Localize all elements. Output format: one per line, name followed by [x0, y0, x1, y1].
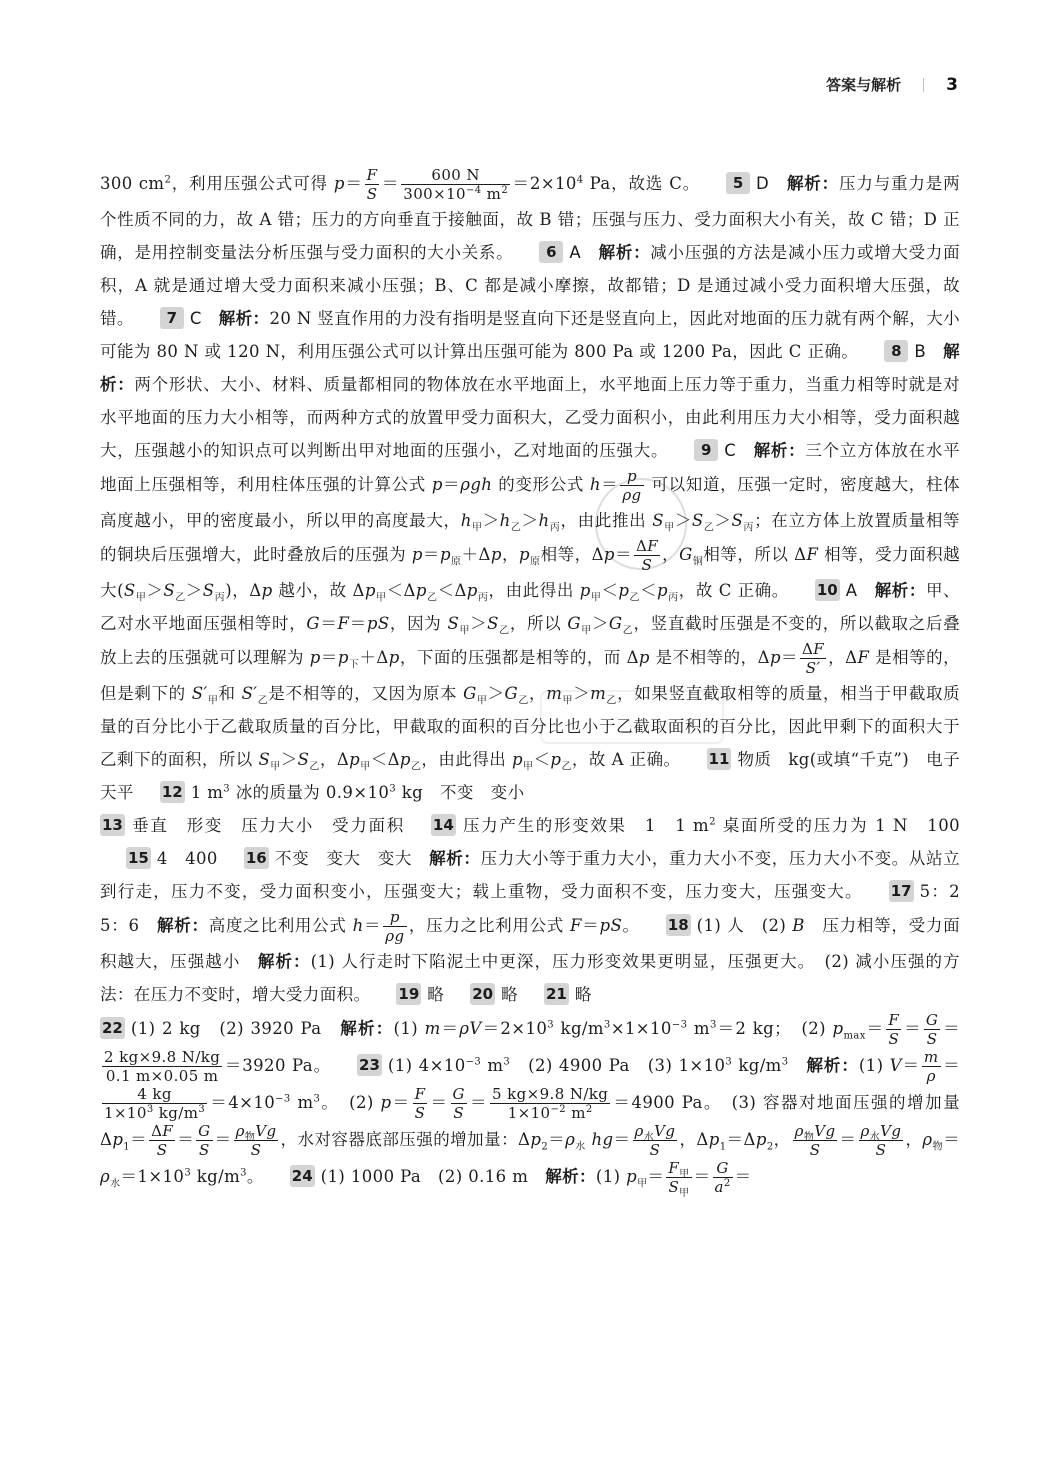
- analysis-label: 解析：: [340, 1019, 394, 1038]
- analysis-label: 解析：: [598, 243, 651, 262]
- question-number: 7: [160, 307, 184, 329]
- answer-choice: D: [756, 174, 770, 193]
- answer-text: 压力产生的形变效果: [461, 816, 627, 835]
- question-number: 6: [539, 241, 563, 263]
- answer-content: [100, 166, 977, 1199]
- answer-text: 略: [501, 985, 518, 1004]
- question-number: 9: [694, 439, 718, 461]
- answer-choice: B: [914, 342, 927, 361]
- answer-choice: C: [724, 441, 737, 460]
- analysis-label: 解析：: [257, 952, 311, 971]
- answer-text: 略: [427, 985, 445, 1004]
- answer-text: 不变 变大 变大: [274, 849, 413, 868]
- answer-text: 5：2 5：6: [100, 882, 977, 935]
- question-number: 12: [161, 783, 183, 801]
- question-number: 21: [545, 985, 567, 1003]
- answer-choice: A: [845, 581, 858, 600]
- question-number: 14: [432, 816, 454, 834]
- question-number: 24: [291, 1167, 313, 1185]
- answer-choice: C: [189, 309, 202, 328]
- question-number: 15: [128, 849, 149, 867]
- question-number: 11: [708, 750, 730, 768]
- answer-text: 4 400: [156, 849, 218, 868]
- analysis-label: 解析：: [545, 1167, 596, 1186]
- question-number: 13: [102, 816, 123, 834]
- analysis-label: 解析：: [218, 309, 270, 328]
- answer-paragraph: 300 $cm^2$，利用压强公式可得 p＝ $\frac{F}{S}$ ＝ $\frac{600 N}{300\times 10^{-4} m^2}$ $=2\times 10^4$ Pa，故选 C。 5 D 解析：压力与重力是两个性质不同的力，故 A 错；压力的方向垂直于接触面，故 B 错；压强与压力、受力面积大小有关，故 C 错；D 正确，是用控制变量法分析压强与受力面积的大小关系。 6 A 解析：减小压强的方法是减小压力或增大受力面积，A 就是通过增大受力面积来减小压强；B、C 都是减小摩擦，故都错；D 是通过减小受力面积增大压强，故错。 7 C 解析：20 N 竖直作用的力没有指明是竖直向下还是竖直向上，因此对地面的压力就有两个解，大小可能为 80 N 或 120 N，利用压强公式可以计算出压强可能为 800 Pa 或 1200 Pa，因此 C 正确。 8 B 解析：两个形状、大小、材料、质量都相同的物体放在水平地面上，水平地面上压力等于重力，当重力相等时就是对水平地面的压力大小相等，而两种方式的放置甲受力面积大，乙受力面积小，由此利用压力大小相等，受力面积越大，压强越小的知识点可以判断出甲对地面的压强小，乙对地面的压强大。 9 C 解析：三个立方体放在水平地面上压强相等，利用柱体压强的计算公式 p＝ρgh 的变形公式 h＝ $\frac{p}{\rho g}$ 可以知道，压强一定时，密度越大，柱体高度越小，甲的密度最小，所以甲的高度最大，$h_甲>h_乙>h_丙$，由此推出 $S_甲>S_乙>S_丙$；在立方体上放置质量相等的铜块后压强增大，此时叠放后的压强为 $p=p_原+\Delta p$，$p_原$相等，Δp＝ $\frac{\Delta F}{S}$ ，$G_铜$相等，所以 ΔF 相等，受力面积越大$(S_甲>S_乙>S_丙)$，Δp 越小，故 $\Delta p_甲<\Delta p_乙<\Delta p_丙$，由此得出 $p_甲<p_乙<p_丙$，故 C 正确。 10 A 解析：甲、乙对水平地面压强相等时，G＝F＝pS，因为 $S_甲>S_乙$，所以 $G_甲>G_乙$，竖直截时压强是不变的，所以截取之后叠放上去的压强就可以理解为 $p=p_下+\Delta p$，下面的压强都是相等的，而 Δp 是不相等的，Δp＝ $\frac{\Delta F}{S'}$ ，ΔF 是相等的，但是剩下的 $S'_甲$和 $S'_乙$是不相等的，又因为原本 $G_甲>G_乙$，$m_甲>m_乙$，如果竖直截取相等的质量，相当于甲截取质量的百分比小于乙截取质量的百分比，甲截取的面积的百分比也小于乙截取面积的百分比，因此甲剩下的面积大于乙剩下的面积，所以 $S_甲>S_乙$，$\Delta p_甲<\Delta p_乙$，由此得出 $p_甲<p_乙$，故 A 正确。 11 物质 kg(或填“千克”) 电子天平 12 1 $m^3$ 冰的质量为 $0.9\times 10^3$ kg 不变 变小 13 垂直 形变 压力大小 受力面积 14 压力产生的形变效果 1 1 $m^2$ 桌面所受的压力为 1 N 10015 4 400 16 不变 变大 变大 解析：压力大小等于重力大小，重力大小不变，压力大小不变。从站立到行走，压力不变，受力面积变小，压强变大；载上重物，受力面积不变，压力变大，压强变大。 17 5：2 5：6 解析：高度之比利用公式 h＝ $\frac{p}{\rho g}$ ，压力之比利用公式 F＝pS。 18 (1) 人 (2) B 压力相等，受力面积越大，压强越小 解析：(1) 人行走时下陷泥土中更深，压力形变效果更明显，压强更大。 (2) 减小压强的方法：在压力不变时，增大受力面积。 19 略 20 略 21 略 22 (1) 2 kg (2) 3920 Pa 解析：(1) $m=\rho V=2\times 10^3$ $kg/m^3\times 1\times 10^{-3}$ $m^3=2$ kg； (2) $p_{max}=$ $\frac{F}{S}$ ＝ $\frac{G}{S}$ ＝ $\frac{2 kg\times 9.8 N/kg}{0.1 m\times 0.05 m}$ ＝3920 Pa。 23 (1) $4\times 10^{-3}$ $m^3$ (2) 4900 Pa (3) $1\times 10^3$ $kg/m^3$ 解析：(1) V＝ $\frac{m}{\rho}$ ＝ $\frac{4 kg}{1\times 10^3 kg/m^3}$ $=4\times 10^{-3}$ $m^3$。 (2) p＝ $\frac{F}{S}$ ＝ $\frac{G}{S}$ ＝ $\frac{5 kg\times 9.8 N/kg}{1\times 10^{-2} m^2}$ ＝4900 Pa。 (3) 容器对地面压强的增加量 $\Delta p_1=$ $\frac{\Delta F}{S}$ ＝ $\frac{G}{S}$ ＝ $\frac{\rho_物Vg}{S}$ ，水对容器底部压强的增加量：$\Delta p_2=\rho_水$ hg＝ $\frac{\rho_水Vg}{S}$ ，$\Delta p_1=\Delta p_2$， $\frac{\rho_物Vg}{S}$ ＝ $\frac{\rho_水Vg}{S}$ ，$\rho_物=\rho_水=1\times 10^3$ $kg/m^3$。 24 (1) 1000 Pa (2) 0.16 m 解析：(1) $p_甲=$ $\frac{F_甲}{S_甲}$ ＝ $\frac{G}{a^2}$ ＝: [100, 166, 977, 1199]
- answer-choice: A: [569, 243, 582, 262]
- analysis-label: 解析：: [100, 342, 960, 394]
- page-number: 3: [946, 74, 958, 95]
- answer-text: (1) 1000 Pa (2) 0.16 m: [320, 1167, 529, 1186]
- analysis-label: 解析：: [156, 916, 209, 935]
- question-number: 5: [726, 172, 750, 194]
- answer-text: (1) 2 kg (2) 3920 Pa: [130, 1019, 322, 1038]
- analysis-label: 解析：: [786, 174, 839, 193]
- analysis-label: 解析：: [753, 441, 806, 460]
- answer-text: 略: [574, 985, 592, 1004]
- question-number: 18: [667, 916, 689, 934]
- answer-text: (1) 人: [696, 916, 745, 935]
- question-number: 22: [102, 1019, 123, 1037]
- answer-text: 冰的质量为: [235, 783, 321, 802]
- question-number: 10: [816, 581, 838, 599]
- question-number: 8: [884, 340, 908, 362]
- question-number: 20: [472, 985, 494, 1003]
- question-number: 17: [890, 882, 912, 900]
- question-number: 23: [359, 1056, 380, 1074]
- question-number: 16: [245, 849, 267, 867]
- header-divider: [923, 78, 924, 92]
- answer-text: (1) 4×10: [387, 1056, 466, 1075]
- analysis-label: 解析：: [874, 581, 926, 600]
- answer-text: 垂直 形变 压力大小 受力面积: [130, 816, 405, 835]
- analysis-label: 解析：: [429, 849, 481, 868]
- analysis-label: 解析：: [806, 1056, 859, 1075]
- answer-text: 物质 kg(或填“千克”) 电子天平: [100, 750, 960, 802]
- page-header: [826, 74, 958, 95]
- question-number: 19: [398, 985, 420, 1003]
- section-title: 答案与解析: [826, 76, 902, 94]
